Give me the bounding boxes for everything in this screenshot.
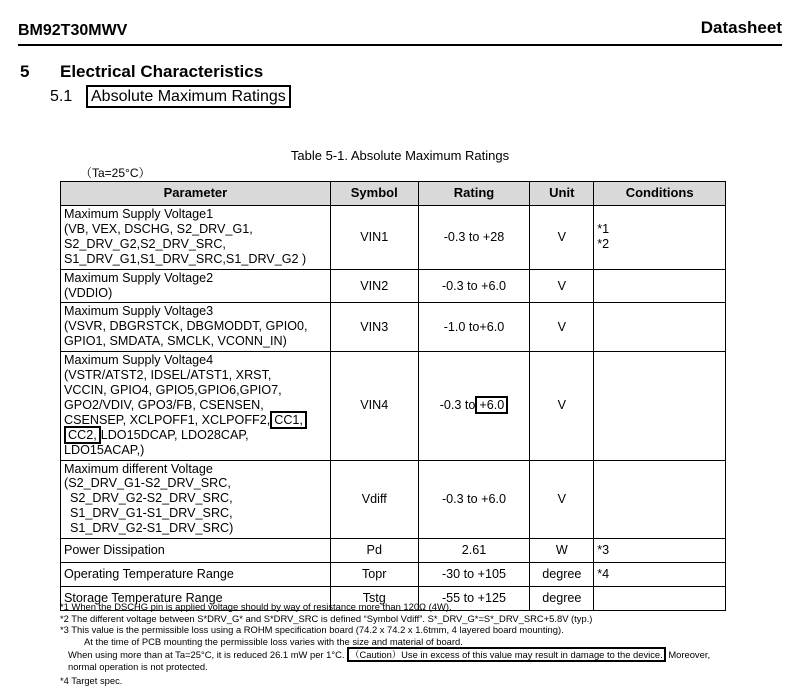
unit-cell: W [530,539,594,563]
footnote: When using more than at Ta=25°C, it is reduced 26.1 mW per 1°C. （Caution）Use in excess of this value may result in damage to the device. Moreover, [68,649,711,661]
caution-box: （Caution）Use in excess of this value may result in damage to the device. [347,647,666,662]
highlighted-rating: +6.0 [475,396,508,414]
subsection-heading [50,88,291,106]
rating-cell: 2.61 [418,539,530,563]
footnote: *2 The different voltage between S*DRV_G* and S*DRV_SRC is defined “Symbol Vdiff”. S*_DRV_G*=S*_DRV_SRC+5.8V (typ.) [60,612,593,624]
conditions-cell [594,460,726,539]
table-row [61,352,726,460]
section-heading [20,62,263,82]
param-line: VCCIN, GPIO4, GPIO5,GPIO6,GPIO7, [64,382,282,397]
unit-cell: V [530,269,594,303]
rating-cell: -55 to +125 [418,587,530,611]
unit-cell: degree [530,587,594,611]
ratings-table [60,181,726,611]
param-line: (VB, VEX, DSCHG, S2_DRV_G1, [64,221,253,236]
param-cell: Power Dissipation [61,539,331,563]
symbol-cell: Topr [330,563,418,587]
condition-note-ref: *2 [597,237,610,252]
table-row [61,539,726,563]
table-row [61,563,726,587]
table-condition: （Ta=25°C） [80,166,151,180]
unit-cell: V [530,303,594,352]
param-line: S1_DRV_G2-S1_DRV_SRC) [70,521,234,536]
header-unit: Unit [530,182,594,206]
param-cell [61,303,331,352]
footnotes [60,601,790,686]
unit-cell: V [530,460,594,539]
header-conditions: Conditions [594,182,726,206]
unit-cell: degree [530,563,594,587]
highlighted-pin-cc2: CC2, [64,426,101,444]
param-line: (VSTR/ATST2, IDSEL/ATST1, XRST, [64,368,272,383]
param-cell [61,352,331,460]
symbol-cell: VIN4 [330,352,418,460]
condition-note-ref: *1 [597,222,610,237]
section-title: Electrical Characteristics [60,62,264,81]
header-parameter: Parameter [61,182,331,206]
highlighted-pin-cc1: CC1, [270,411,307,429]
param-line: LDO15ACAP,) [64,442,145,457]
param-cell: Operating Temperature Range [61,563,331,587]
header-symbol: Symbol [330,182,418,206]
param-line: S2_DRV_G2-S2_DRV_SRC, [70,491,233,506]
table-row [61,460,726,539]
param-cell [61,269,331,303]
conditions-cell [594,352,726,460]
footnote: *1 When the DSCHG pin is applied voltage should by way of resistance more than 120Ω (4W). [60,601,452,612]
document-type-label: Datasheet [700,18,782,37]
subsection-title: Absolute Maximum Ratings [86,85,291,108]
symbol-cell: VIN3 [330,303,418,352]
param-line: S1_DRV_G1,S1_DRV_SRC,S1_DRV_G2 ) [64,251,307,266]
symbol-cell: VIN2 [330,269,418,303]
rating-cell: -0.3 to +6.0 [418,269,530,303]
document-title: BM92T30MWV [18,22,128,39]
rating-cell: -0.3 to +6.0 [418,352,530,460]
param-cell [61,460,331,539]
param-line: Maximum Supply Voltage3 [64,304,214,319]
page-header [18,18,782,46]
unit-cell: V [530,206,594,270]
param-line: Maximum Supply Voltage4 [64,353,214,368]
footnote: At the time of PCB mounting the permissible loss varies with the size and material of board. [84,635,463,647]
symbol-cell: Vdiff [330,460,418,539]
param-line: S2_DRV_G2,S2_DRV_SRC, [64,236,226,251]
rating-cell: -0.3 to +6.0 [418,460,530,539]
param-line: Maximum Supply Voltage1 [64,207,214,221]
conditions-cell [594,303,726,352]
header-rating: Rating [418,182,530,206]
param-cell: Storage Temperature Range [61,587,331,611]
footnote: normal operation is not protected. [68,660,208,672]
table-row [61,303,726,352]
table-caption: Table 5-1. Absolute Maximum Ratings [290,148,510,163]
param-line: GPIO1, SMDATA, SMCLK, VCONN_IN) [64,334,287,349]
conditions-cell: *4 [594,563,726,587]
symbol-cell: Tstg [330,587,418,611]
param-cell [61,206,331,270]
table-row [61,206,726,270]
rating-cell: -1.0 to+6.0 [418,303,530,352]
rating-cell: -0.3 to +28 [418,206,530,270]
param-line: (S2_DRV_G1-S2_DRV_SRC, [64,476,231,491]
param-line: (VDDIO) [64,285,113,300]
subsection-number: 5.1 [50,88,73,105]
rating-cell: -30 to +105 [418,563,530,587]
param-line: Maximum different Voltage [64,461,213,476]
footnote: *4 Target spec. [60,674,123,686]
table-row [61,269,726,303]
section-number: 5 [20,62,30,81]
conditions-cell [594,206,726,270]
unit-cell: V [530,352,594,460]
footnote: *3 This value is the permissible loss using a ROHM specification board (74.2 x 74.2 x 1.6tmm, 4 layered board mounting). [60,624,564,636]
symbol-cell: VIN1 [330,206,418,270]
param-line: Maximum Supply Voltage2 [64,270,214,285]
conditions-cell: *3 [594,539,726,563]
conditions-cell [594,269,726,303]
symbol-cell: Pd [330,539,418,563]
param-line: S1_DRV_G1-S1_DRV_SRC, [70,506,233,521]
param-line: CSENSEP, XCLPOFF1, XCLPOFF2, CC1, [64,413,327,428]
table-header-row [61,182,726,206]
param-line: GPO2/VDIV, GPO3/FB, CSENSEN, [64,397,264,412]
param-line: CC2, LDO15DCAP, LDO28CAP, [64,428,327,443]
param-line: (VSVR, DBGRSTCK, DBGMODDT, GPIO0, [64,319,308,334]
